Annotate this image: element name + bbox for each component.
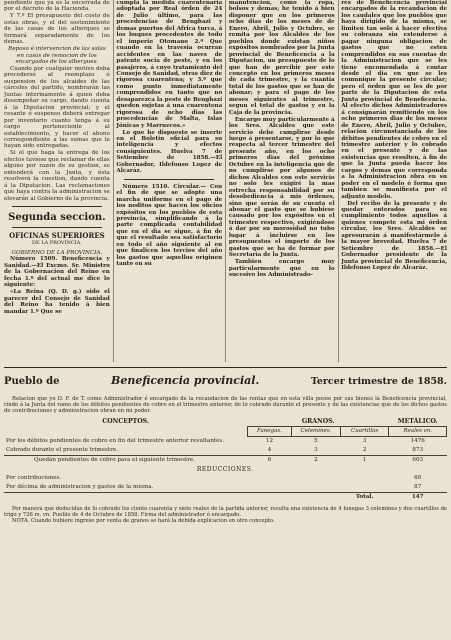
red-reales: 87 — [414, 484, 422, 491]
footer-text: Por manera que deducidas de lo cobrado los ciento cuarenta y siete reales de la partida anterior, resulta una existencia de 4 fanegas 3 celemines y dos cuartillos de trigo y 726 rs. vn. Pueblo de 4 de Octubre de 1858. Firma del administrador ó encargado. — [4, 505, 447, 518]
red-concepto: Por décima de administracion y gastos de la misma. — [6, 484, 154, 491]
col1-paragraph: Y 7.º El presupuesto del costo de estas obras, y el del sostenimiento de las casas de los alberques se formará separadamente de los demas. — [4, 13, 110, 46]
header-cuartillos: Cuartillos — [340, 426, 389, 436]
col1-paragraph: pendiente que ya es la encerrada de por el decreto de la Hacienda. — [4, 0, 110, 13]
column-2 — [116, 0, 222, 362]
row-concepto: Cobrado durante el presente trimestre. — [6, 447, 118, 454]
col1-paragraph: Si el que haga la entrega de los efectos tuviese que reclamar de ellas alguno por razon de su gestion, se entenderá con la Junta, y ésta resolverá la cuestion, dando cuenta á la Diputacion. Las reclamaciones que haya contra la administracion se elevarán al Gobierno de la provincia. — [4, 150, 110, 202]
table-row — [4, 436, 447, 446]
row-reales: 873 — [412, 447, 424, 454]
row-concepto: Por los débitos pendientes de cobro en fin del trimestre anterior resultantes. — [6, 437, 225, 444]
row-celemines: 5 — [314, 438, 318, 445]
relacion-text: Relacion que yo D. F. de T. como Administrador é encargado de la recaudacion de las rentas que en esta villa posee por sus bienes la Beneficencia provincial, rindo á la Junta del ramo de los débitos pendientes de cobro en el trimestre anterior, de lo cobrado durante el presente y de las existencias que de los dichos gastos de contribuciones y administracion obran en mi poder. — [4, 396, 447, 415]
text-columns — [4, 0, 447, 362]
total-row — [4, 492, 447, 502]
col1-quote: «La Reina (Q. D. g.) oido el parecer del Consejo de Sanidad del Reino ha tenido á bien mandar 1.º Que se — [4, 289, 110, 315]
col2-paragraph: cumpla la medida cuarentenaria adoptada por Real órden de 24 de Julio último, para las procedencias de Bengbazi y demas puertos del Africa turca, á los buques procedentes de todo el imperio Otomano 2.º Que cuando en la travesia ocurran accidentes en las naves de patente sucia de peste, y en los pasajeros, á cuyo tratamiento del Consejo de Sanidad, otras diez de rigorosa cuarentena; y 3.º que como punto inmediatamente comprendidos en tanto que no desaparezca la peste de Benghazi queden sujetas á una cuarentena rigorosa de ocho dias las procedencias de Malta, Islas Jónicas y Marruecos.» — [116, 0, 223, 129]
row-reales: 603 — [412, 457, 424, 464]
column-4 — [341, 0, 447, 362]
form-model — [4, 374, 447, 636]
section-rule — [12, 227, 102, 228]
pueblo-label: Pueblo de — [4, 376, 60, 387]
table-row — [4, 446, 447, 456]
accounts-table — [4, 417, 447, 502]
row-fanegas: 6 — [267, 457, 272, 464]
header-granos: GRANOS. — [301, 417, 335, 425]
offices-subtitle: DE LA PROVINCIA. — [31, 240, 82, 247]
col2-paragraph: Lo que he dispuesto se inserte en el Boletin oficial para su inteligencia y efectos consiguientes. Huelva 7 de Setiembre de 1858.—El Gobernador, Ildefonso Lopez de Alcaráz. — [116, 129, 223, 175]
table-row — [4, 455, 447, 465]
col3-paragraph: Tambien encargo muy particularmente que en lo sucesivo los Administrado- — [228, 259, 335, 279]
col4-paragraph: Del recibo de la presente y de quedar enterados para su cumplimiento todos aquellos á quienes compete esta mi órden circular, los Sres. Alcaldes se apresurarán á manifestármelo á la mayor brevedad. Huelva 7 de Setiembre de 1858.—El Gobernador presidente de la Junta provincial de Beneficencia, Ildefonso Lopez de Alcaráz. — [341, 200, 448, 272]
header-conceptos: CONCEPTOS. — [102, 417, 150, 425]
form-header — [4, 374, 447, 392]
nota-text: NOTA. Cuando hubiere ingreso por venta de granos se hará la debida explicacion en otro concepto. — [12, 517, 275, 524]
row-concepto: Quedan pendientes de cobro para el siguiente trimestre. — [34, 457, 196, 464]
row-celemines: 3 — [314, 447, 318, 454]
column-3 — [229, 0, 335, 362]
reducciones-row — [4, 465, 447, 474]
header-reales: Reales vn. — [389, 426, 447, 436]
col4-paragraph: res de Beneficencia provincial encargados de la recaudacion de los caudales que los pueblos que haya dirigido de la misma, se limiten tan solo á hacer efectiva su cobranza sin extenderse á pagar ninguna obligacion de gastos que no esten comprendidos en sus cuentas de la Administracion que se les tiene encomendada á contar desde el dia en que se les comunique la presente circular; pero el órden que se les de por parte de la Diputacion de esta Junta provincial de Beneficencia. Al efecto dichos Administradores á consignarán remitiendo en los ocho primeros dias de los meses de Enero, Abril, Julio y Octubre, relacion circunstanciada de los débitos pendientes de cobro en el trimestre anterior y lo cobrado en el presente y de las existencias que resulten, á fin de que la Junta pueda hacer los cargos y demas que corresponda a la Administracion obra en su poder en el modelo ó forma que tambien se manifiesta por el adjunto modelo. — [341, 0, 448, 200]
table-row — [4, 474, 447, 483]
red-reales: 60 — [414, 475, 422, 482]
section-title: Segunda seccion. — [8, 212, 106, 224]
col1-subheading: Reposo é intervencion de las salas en casos de remocion de los encargados de los albergues. — [8, 46, 106, 66]
column-divider — [113, 0, 114, 362]
total-value: 147 — [411, 494, 424, 501]
row-celemines: 2 — [314, 457, 318, 464]
column-divider — [225, 0, 226, 362]
column-divider — [338, 0, 339, 362]
row-reales: 1476 — [410, 438, 425, 445]
page-rule — [4, 367, 447, 368]
header-celemines: Celemines. — [292, 426, 341, 436]
table-header-row — [4, 417, 447, 427]
column-1 — [4, 0, 110, 362]
numero-1509: Número 1509. Beneficencia y Sanidad.—El Excmo. Sr. Ministro de la Gobernacion del Reino en fecha 1.º del actual me dice lo siguiente: — [4, 256, 110, 289]
header-fanegas: Fanegas. — [247, 426, 291, 436]
row-cuartillos: 3 — [362, 438, 367, 445]
gobierno-heading: GOBIERNO DE LA PROVINCIA. — [11, 249, 103, 256]
trimestre-title: Tercer trimestre de 1858. — [310, 376, 447, 387]
reducciones-label: REDUCCIONES. — [196, 465, 254, 473]
item-rule — [124, 179, 214, 180]
beneficencia-title: Beneficencia provincial. — [111, 374, 260, 387]
table-subheader-row — [4, 426, 447, 436]
table-row — [4, 483, 447, 493]
col3-paragraph: manutencion, como la ropa, bolsos y demas; he tenido á bien disponer que en los primeros ocho dias de los meses de de Enero, Abril, Julio y Octubre, se remita por los Alcaldes de los pueblos donde existan niños expósitos nombrados por la Junta provincial de Beneficencia a la Diputacion, un presupuesto de lo que han de percibir por este concepto en los primeros meses de cada trimestre, y la cuantía total de los gastos que se han de abonar; y para el pago de los meses siguientes al trimestre, segun el total de gastos y en la Caja de la provincia. — [228, 0, 335, 116]
red-concepto: Por contribuciones. — [6, 475, 62, 482]
row-fanegas: 12 — [265, 438, 274, 445]
section-rule — [12, 206, 102, 207]
total-label: Total. — [355, 494, 374, 501]
col3-paragraph: Encargo muy particularmente á los Sres. Alcaldes que este servicio debe cumplirse desde luego á presentarse, y por lo que respecta al tercer trimestre del presente año, en los ocho primeros dias del próximo Octubre en la inteligencia que de no cumplirse por algunos de dichos Alcaldes con este servicio no solo les exigiré la mas estrecha responsabilidad por su desobediencia á mis órdenes, sino que serán de su cuenta el abonar el gasto que se hubiese causado por los expósitos en el trimestre respectivo, exigiéndose á dar por su morosidad no tubo lugar á incluirse en los presupuestos el importe de los gastos que se ha de formar por Secretaría de la Junta. — [228, 116, 335, 259]
row-cuartillos: 1 — [362, 457, 367, 464]
header-metalico: METÁLICO. — [397, 417, 438, 425]
offices-title: OFICINAS SUPERIORES — [9, 231, 105, 241]
row-cuartillos: 2 — [362, 447, 367, 454]
col1-paragraph: Cuando por cualquier motivo deba procederse al reemplazo ó suspension de los alcaides de las cárceles del partido, nombrarán las Juntas interinamente á quien deba desempeñar su cargo, dando cuenta á la Diputacion provincial; y el cesante ó suspenso deberá entregar por inventario cuanto tenga á su cargo perteneciente al establecimiento, y hacer el abono correspondiente a las sumas que le hayan sido entregadas. — [4, 66, 110, 150]
row-fanegas: 4 — [267, 447, 272, 454]
numero-1510: Número 1510. Circular.— Con el fin de que se adopte una marcha uniforme en el pago de los noditos que hacen los oficios expósitos en los pueblos de esta provincia, simplificando á la parte complicada contabilidad que en el dia se sigue, á fin de que el resultado sea satisfactorio en todo el año siguiente al en que finalicen los tercios del año los gastos que aquellos originen tanto en su — [116, 183, 223, 268]
